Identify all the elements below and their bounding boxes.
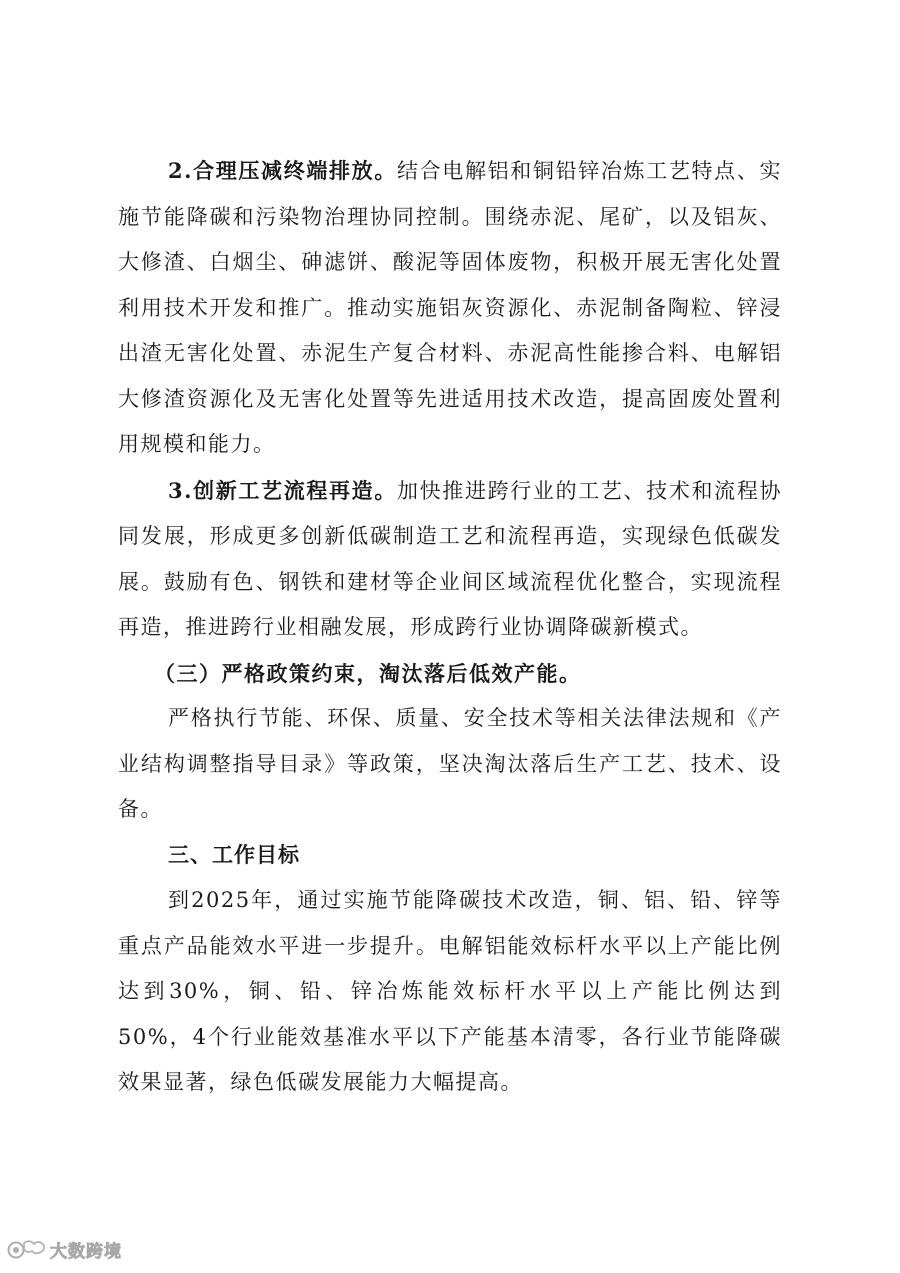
watermark	[6, 1236, 122, 1262]
paragraph-policy: 严格执行节能、环保、质量、安全技术等相关法律法规和《产业结构调整指导目录》等政策，坚决淘汰落后生产工艺、技术、设备。	[118, 706, 782, 821]
paragraph-text: 结合电解铝和铜铅锌冶炼工艺特点、实施节能降碳和污染物治理协同控制。围绕赤泥、尾矿，以及铝灰、大修渣、白烟尘、砷滤饼、酸泥等固体废物，积极开展无害化处置利用技术开发和推广。推动实施铝灰资源化、赤泥制备陶粒、锌浸出渣无害化处置、赤泥生产复合材料、赤泥高性能掺合料、电解铝大修渣资源化及无害化处置等先进适用技术改造，提高固废处置利用规模和能力。	[118, 159, 782, 456]
paragraph-lead: 3.创新工艺流程再造。	[168, 477, 397, 503]
section-heading-work-goals: 三、工作目标	[168, 842, 300, 867]
subheading-policy-constraints: （三）严格政策约束，淘汰落后低效产能。	[154, 660, 582, 686]
document-body	[118, 148, 782, 1106]
watermark-logo-icon	[6, 1238, 46, 1260]
paragraph-process-reengineering	[118, 468, 782, 651]
paragraph-reduce-emissions	[118, 148, 782, 468]
paragraph-goals: 到2025年，通过实施节能降碳技术改造，铜、铝、铅、锌等重点产品能效水平进一步提升。电解铝能效标杆水平以上产能比例达到30%，铜、铅、锌冶炼能效标杆水平以上产能比例达到50%，4个行业能效基准水平以下产能基本清零，各行业节能降碳效果显著，绿色低碳发展能力大幅提高。	[118, 888, 782, 1094]
watermark-text: 大数跨境	[50, 1241, 122, 1262]
paragraph-lead: 2.合理压减终端排放。	[168, 158, 397, 183]
paragraph-text: 加快推进跨行业的工艺、技术和流程协同发展，形成更多创新低碳制造工艺和流程再造，实现绿色低碳发展。鼓励有色、钢铁和建材等企业间区域流程优化整合，实现流程再造，推进跨行业相融发展，形成跨行业协调降碳新模式。	[118, 478, 782, 639]
